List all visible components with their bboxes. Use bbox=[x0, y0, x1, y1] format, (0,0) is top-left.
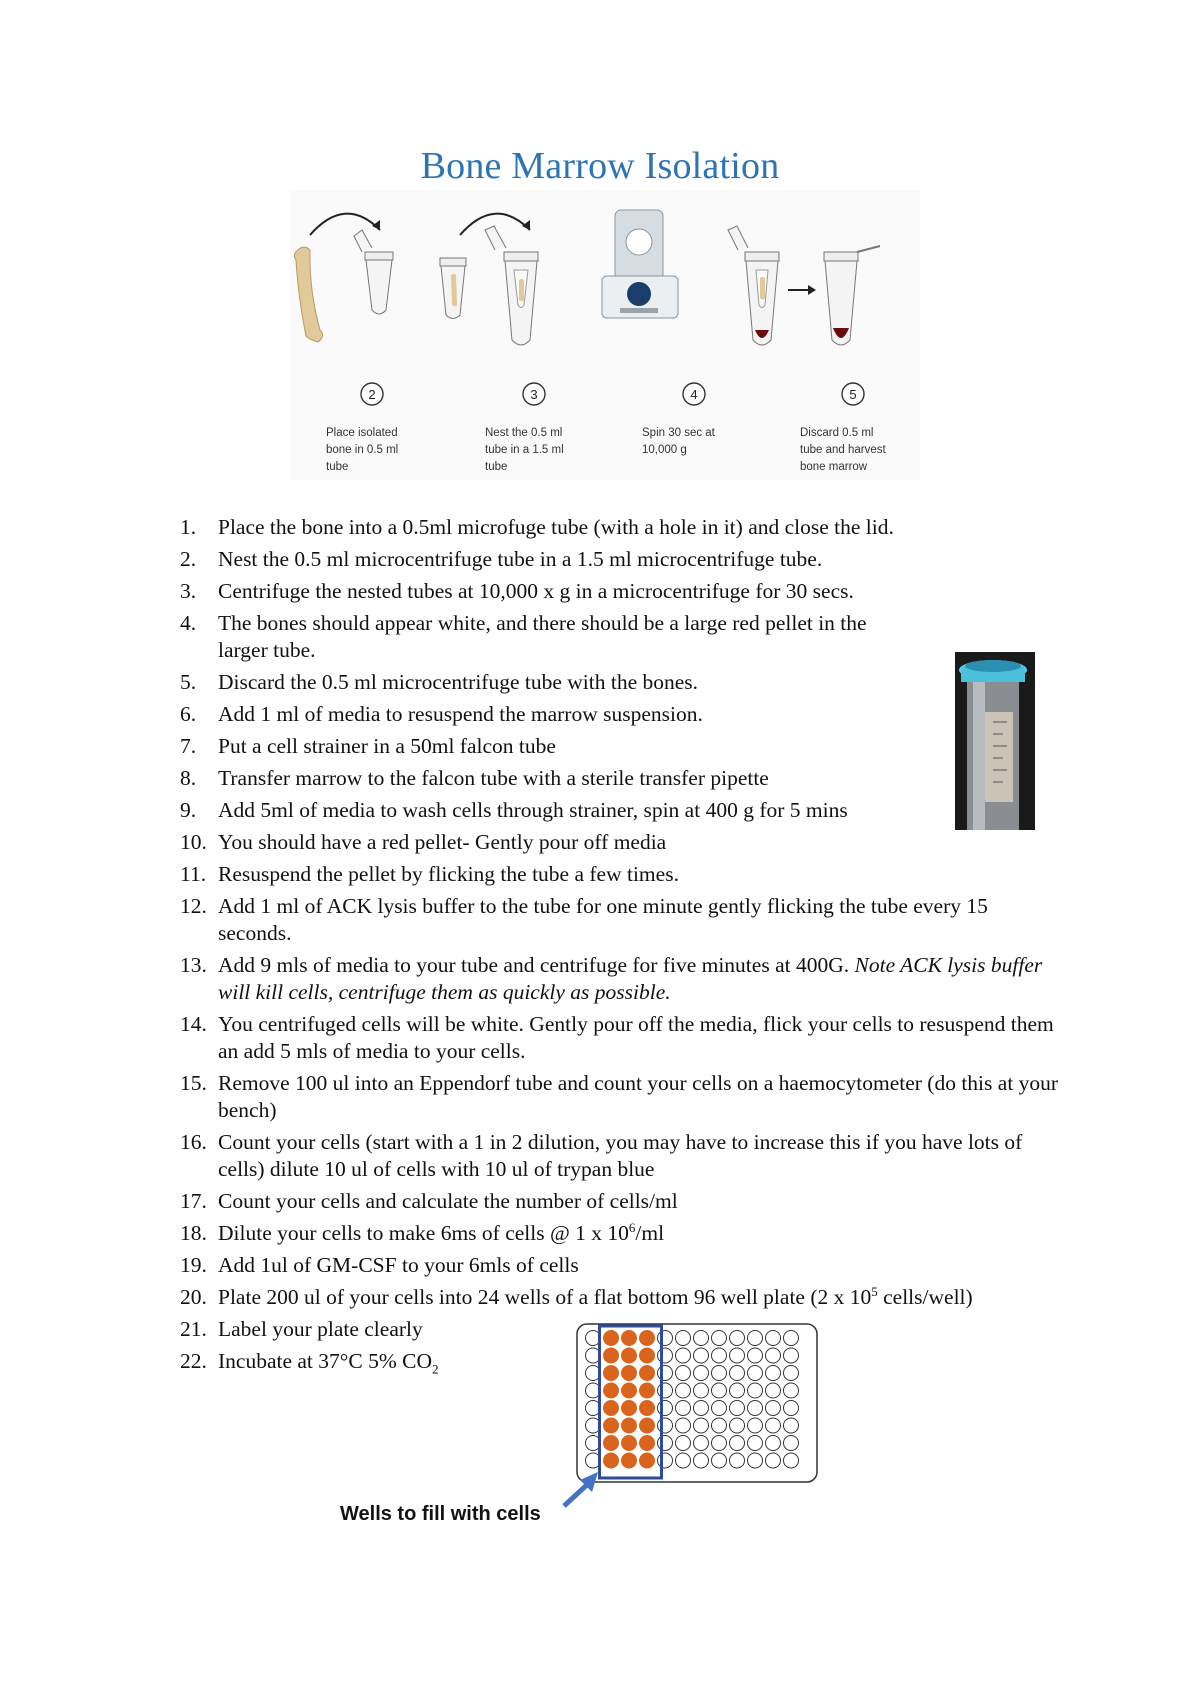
step-badge bbox=[683, 383, 705, 405]
empty-well bbox=[784, 1418, 799, 1433]
curved-arrow-icon bbox=[310, 214, 380, 235]
list-item bbox=[180, 701, 1060, 728]
step-number: 17. bbox=[180, 1189, 207, 1213]
falcon-tube-icon bbox=[955, 652, 1035, 830]
empty-well bbox=[730, 1348, 745, 1363]
list-item bbox=[180, 514, 1060, 541]
step-text: Add 1 ml of ACK lysis buffer to the tube for one minute gently flicking the tube every 15 seconds. bbox=[218, 894, 988, 945]
list-item bbox=[180, 861, 1060, 888]
step-caption: tube bbox=[326, 461, 349, 473]
step-badge bbox=[842, 383, 864, 405]
empty-well bbox=[748, 1436, 763, 1451]
procedure-steps bbox=[180, 514, 1060, 1380]
step-number: 15. bbox=[180, 1071, 207, 1095]
empty-well bbox=[712, 1453, 727, 1468]
step-text: Centrifuge the nested tubes at 10,000 x g in a microcentrifuge for 30 secs. bbox=[218, 579, 854, 603]
filled-well bbox=[622, 1383, 637, 1398]
empty-well bbox=[730, 1331, 745, 1346]
list-item bbox=[180, 669, 1060, 696]
microfuge-tube-icon bbox=[824, 246, 880, 345]
empty-well bbox=[730, 1453, 745, 1468]
subscript: 2 bbox=[432, 1361, 439, 1377]
empty-well bbox=[730, 1418, 745, 1433]
step-note: Note ACK lysis buffer will kill cells, centrifuge them as quickly as possible. bbox=[218, 953, 1043, 1004]
filled-well bbox=[604, 1436, 619, 1451]
nested-tube-icon bbox=[728, 226, 779, 345]
empty-well bbox=[766, 1401, 781, 1416]
empty-well bbox=[748, 1366, 763, 1381]
empty-well bbox=[694, 1331, 709, 1346]
list-item bbox=[180, 952, 1060, 1006]
step-text: You should have a red pellet- Gently pour off media bbox=[218, 830, 667, 854]
filled-well bbox=[622, 1436, 637, 1451]
empty-well bbox=[784, 1383, 799, 1398]
empty-well bbox=[676, 1366, 691, 1381]
step-badge bbox=[361, 383, 383, 405]
list-item bbox=[180, 893, 1060, 947]
step-text: Add 1 ml of media to resuspend the marrow suspension. bbox=[218, 702, 703, 726]
step-text: The bones should appear white, and there should be a large red pellet in the larger tube. bbox=[218, 611, 867, 662]
step-badge bbox=[523, 383, 545, 405]
empty-well bbox=[784, 1366, 799, 1381]
list-item bbox=[180, 1011, 1060, 1065]
nested-tube-icon bbox=[485, 226, 538, 345]
filled-well bbox=[604, 1366, 619, 1381]
empty-well bbox=[676, 1453, 691, 1468]
empty-well bbox=[712, 1383, 727, 1398]
list-item bbox=[180, 765, 1060, 792]
list-item bbox=[180, 829, 1060, 856]
step-number: 3. bbox=[180, 579, 197, 603]
empty-well bbox=[676, 1348, 691, 1363]
falcon-tube-photo bbox=[955, 652, 1035, 830]
empty-well bbox=[748, 1331, 763, 1346]
step-number: 2. bbox=[180, 547, 197, 571]
empty-well bbox=[676, 1436, 691, 1451]
empty-well bbox=[748, 1453, 763, 1468]
empty-well bbox=[766, 1418, 781, 1433]
step-number: 4 bbox=[690, 387, 698, 402]
empty-well bbox=[658, 1453, 673, 1468]
filled-well bbox=[640, 1348, 655, 1363]
empty-well bbox=[658, 1383, 673, 1398]
centrifuge-icon bbox=[602, 210, 678, 318]
filled-well bbox=[640, 1453, 655, 1468]
empty-well bbox=[676, 1331, 691, 1346]
step-number: 14. bbox=[180, 1012, 207, 1036]
empty-well bbox=[712, 1348, 727, 1363]
step-text: Add 5ml of media to wash cells through strainer, spin at 400 g for 5 mins bbox=[218, 798, 848, 822]
empty-well bbox=[766, 1383, 781, 1398]
step-text: Resuspend the pellet by flicking the tube a few times. bbox=[218, 862, 679, 886]
procedure-illustration bbox=[290, 190, 920, 480]
filled-well bbox=[604, 1401, 619, 1416]
pointer-arrow-icon bbox=[560, 1462, 610, 1512]
empty-well bbox=[766, 1348, 781, 1363]
empty-well bbox=[730, 1383, 745, 1398]
step-number: 5. bbox=[180, 670, 197, 694]
step-number: 13. bbox=[180, 953, 207, 977]
filled-well bbox=[640, 1418, 655, 1433]
filled-well bbox=[640, 1401, 655, 1416]
step-caption: tube and harvest bbox=[800, 444, 886, 456]
empty-well bbox=[694, 1401, 709, 1416]
empty-well bbox=[694, 1453, 709, 1468]
list-item bbox=[180, 1070, 1060, 1124]
plate-caption: Wells to fill with cells bbox=[340, 1503, 541, 1525]
filled-well bbox=[640, 1436, 655, 1451]
step-number: 21. bbox=[180, 1317, 207, 1341]
well-plate-diagram bbox=[575, 1322, 825, 1486]
step-caption: Spin 30 sec at bbox=[642, 427, 715, 439]
step-text: Incubate at 37°C 5% CO bbox=[218, 1349, 432, 1373]
empty-well bbox=[676, 1401, 691, 1416]
filled-well bbox=[640, 1383, 655, 1398]
step-text: Count your cells (start with a 1 in 2 dilution, you may have to increase this if you have lots of cells) dilute 10 ul of cells with 10 ul of trypan blue bbox=[218, 1130, 1023, 1181]
step-caption: bone in 0.5 ml bbox=[326, 444, 399, 456]
filled-well bbox=[622, 1401, 637, 1416]
step-number: 7. bbox=[180, 734, 197, 758]
empty-well bbox=[730, 1436, 745, 1451]
step-caption: 10,000 g bbox=[642, 444, 687, 456]
empty-well bbox=[712, 1331, 727, 1346]
bone-icon bbox=[294, 247, 322, 342]
step-text: Discard the 0.5 ml microcentrifuge tube with the bones. bbox=[218, 670, 699, 694]
step-number: 11. bbox=[180, 862, 207, 886]
step-text: Remove 100 ul into an Eppendorf tube and count your cells on a haemocytometer (do this at your bench) bbox=[218, 1071, 1059, 1122]
step-number: 20. bbox=[180, 1285, 207, 1309]
empty-well bbox=[712, 1366, 727, 1381]
superscript: 5 bbox=[871, 1283, 878, 1299]
empty-well bbox=[694, 1383, 709, 1398]
empty-well bbox=[658, 1401, 673, 1416]
empty-well bbox=[748, 1418, 763, 1433]
step-number: 10. bbox=[180, 830, 207, 854]
empty-well bbox=[658, 1331, 673, 1346]
step-caption: Discard 0.5 ml bbox=[800, 427, 874, 439]
step-number: 12. bbox=[180, 894, 207, 918]
list-item bbox=[180, 1129, 1060, 1183]
step-text: Nest the 0.5 ml microcentrifuge tube in a 1.5 ml microcentrifuge tube. bbox=[218, 547, 823, 571]
list-item bbox=[180, 1220, 1060, 1247]
filled-well bbox=[640, 1331, 655, 1346]
empty-well bbox=[784, 1331, 799, 1346]
filled-well bbox=[622, 1366, 637, 1381]
list-item bbox=[180, 733, 1060, 760]
empty-well bbox=[694, 1418, 709, 1433]
step-text: Plate 200 ul of your cells into 24 wells of a flat bottom 96 well plate (2 x 10 bbox=[218, 1285, 872, 1309]
empty-well bbox=[748, 1383, 763, 1398]
step-text: You centrifuged cells will be white. Gently pour off the media, flick your cells to resuspend them an add 5 mls of media to your cells. bbox=[218, 1012, 1054, 1063]
step-text: /ml bbox=[635, 1221, 665, 1245]
empty-well bbox=[712, 1401, 727, 1416]
filled-well bbox=[622, 1418, 637, 1433]
list-item bbox=[180, 1252, 1060, 1279]
filled-well bbox=[640, 1366, 655, 1381]
empty-well bbox=[694, 1348, 709, 1363]
list-item bbox=[180, 797, 1060, 824]
list-item bbox=[180, 1284, 1060, 1311]
empty-well bbox=[748, 1348, 763, 1363]
empty-well bbox=[784, 1436, 799, 1451]
filled-well bbox=[604, 1348, 619, 1363]
step-text: Add 9 mls of media to your tube and centrifuge for five minutes at 400G. bbox=[218, 953, 855, 977]
empty-well bbox=[784, 1401, 799, 1416]
step-number: 19. bbox=[180, 1253, 207, 1277]
step-number: 4. bbox=[180, 611, 197, 635]
step-caption: Nest the 0.5 ml bbox=[485, 427, 563, 439]
empty-well bbox=[730, 1401, 745, 1416]
step-number: 3 bbox=[530, 387, 538, 402]
filled-well bbox=[604, 1331, 619, 1346]
empty-well bbox=[658, 1436, 673, 1451]
step-text: Add 1ul of GM-CSF to your 6mls of cells bbox=[218, 1253, 579, 1277]
empty-well bbox=[694, 1366, 709, 1381]
step-number: 1. bbox=[180, 515, 197, 539]
step-text: Label your plate clearly bbox=[218, 1317, 423, 1341]
step-caption: tube bbox=[485, 461, 508, 473]
step-text: Count your cells and calculate the number of cells/ml bbox=[218, 1189, 678, 1213]
empty-well bbox=[658, 1366, 673, 1381]
list-item bbox=[180, 1188, 1060, 1215]
empty-well bbox=[694, 1436, 709, 1451]
step-text: Put a cell strainer in a 50ml falcon tube bbox=[218, 734, 556, 758]
well-plate bbox=[575, 1322, 825, 1486]
microfuge-tube-icon bbox=[440, 258, 466, 319]
list-item bbox=[180, 578, 1060, 605]
step-text: Place the bone into a 0.5ml microfuge tube (with a hole in it) and close the lid. bbox=[218, 515, 894, 539]
microfuge-tube-icon bbox=[354, 230, 393, 314]
filled-well bbox=[622, 1348, 637, 1363]
filled-well bbox=[622, 1453, 637, 1468]
list-item bbox=[180, 546, 1060, 573]
step-number: 6. bbox=[180, 702, 197, 726]
filled-well bbox=[622, 1331, 637, 1346]
step-number: 16. bbox=[180, 1130, 207, 1154]
superscript: 6 bbox=[628, 1219, 636, 1235]
empty-well bbox=[676, 1383, 691, 1398]
empty-well bbox=[784, 1348, 799, 1363]
step-number: 8. bbox=[180, 766, 197, 790]
filled-well bbox=[604, 1383, 619, 1398]
empty-well bbox=[712, 1418, 727, 1433]
step-text: Dilute your cells to make 6ms of cells @ 1 x 10 bbox=[218, 1221, 629, 1245]
empty-well bbox=[766, 1453, 781, 1468]
step-number: 9. bbox=[180, 798, 197, 822]
empty-well bbox=[712, 1436, 727, 1451]
step-number: 22. bbox=[180, 1349, 207, 1373]
list-item bbox=[180, 610, 1060, 664]
page-title: Bone Marrow Isolation bbox=[420, 145, 780, 187]
empty-well bbox=[784, 1453, 799, 1468]
step-text: cells/well) bbox=[877, 1285, 973, 1309]
step-caption: bone marrow bbox=[800, 461, 868, 473]
empty-well bbox=[658, 1348, 673, 1363]
empty-well bbox=[766, 1436, 781, 1451]
empty-well bbox=[748, 1401, 763, 1416]
step-number: 5 bbox=[849, 387, 857, 402]
empty-well bbox=[658, 1418, 673, 1433]
step-number: 18. bbox=[180, 1221, 207, 1245]
procedure-diagram bbox=[290, 190, 920, 480]
step-caption: Place isolated bbox=[326, 427, 398, 439]
step-text: Transfer marrow to the falcon tube with a sterile transfer pipette bbox=[218, 766, 769, 790]
empty-well bbox=[766, 1331, 781, 1346]
step-caption: tube in a 1.5 ml bbox=[485, 444, 564, 456]
empty-well bbox=[730, 1366, 745, 1381]
empty-well bbox=[676, 1418, 691, 1433]
empty-well bbox=[766, 1366, 781, 1381]
filled-well bbox=[604, 1418, 619, 1433]
step-number: 2 bbox=[368, 387, 376, 402]
